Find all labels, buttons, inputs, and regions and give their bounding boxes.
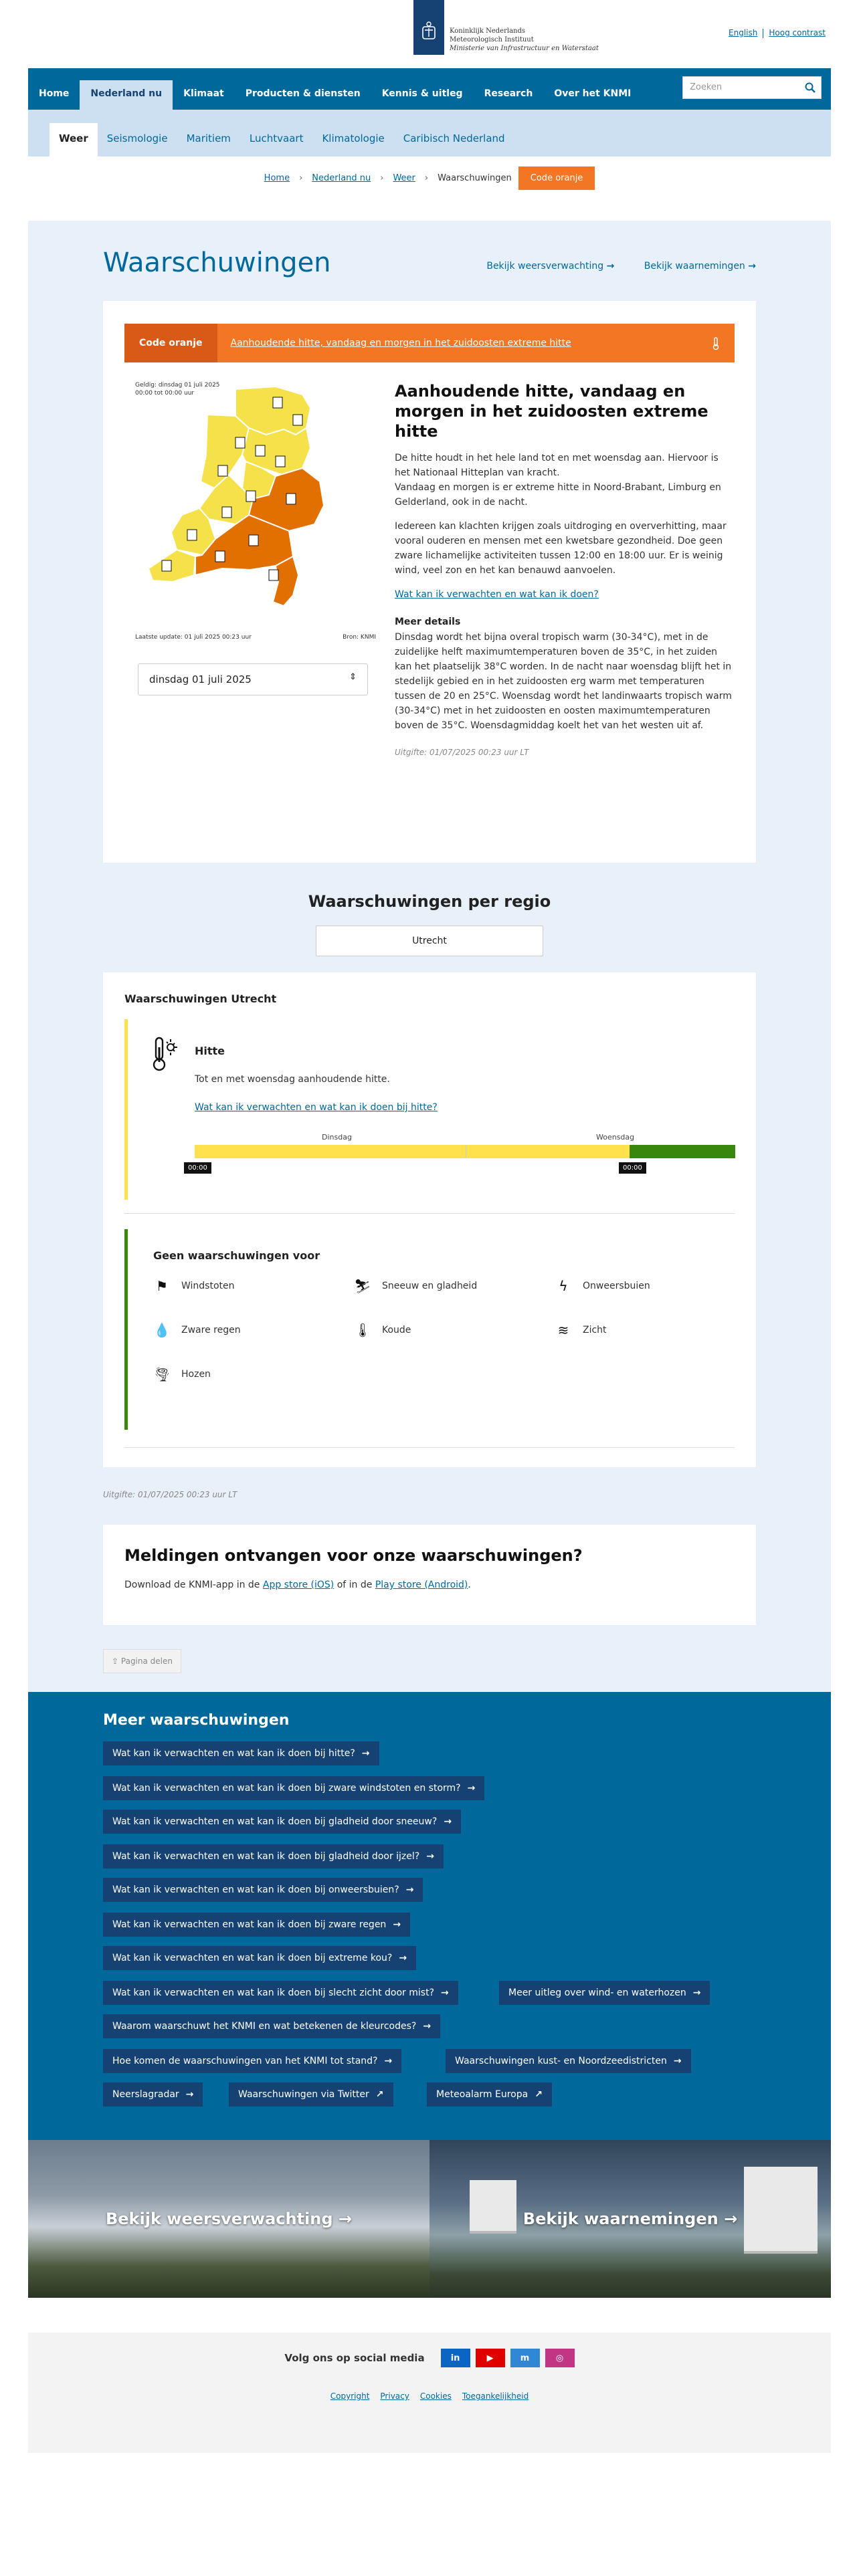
social-title: Volg ons op social media [284,2352,425,2364]
lightning-icon: ϟ [559,1278,568,1294]
no-warning-label: Sneeuw en gladheid [382,1281,478,1291]
breadcrumb-home[interactable]: Home [264,173,290,183]
photo-tiles [28,2140,831,2298]
header-links [460,261,756,272]
alert-banner-link[interactable]: Aanhoudende hitte, vandaag en morgen in het zuidoosten extreme hitte [230,338,571,348]
external-link-icon: ↗ [535,2089,543,2100]
more-link-neerslagradar[interactable] [103,2082,203,2107]
arrow-right-icon: → [748,261,756,272]
forecast-link[interactable] [473,261,614,272]
alert-paragraph-3: Iedereen kan klachten krijgen zoals uitdroging en oververhitting, maar vooral ouderen en mensen met een kwetsbare gezondheid. Doe geen zware lichamelijke activiteiten tussen 12:00 en 18:00 uur. Er is weinig wind, veel zon en het kan benauwd aanvoelen. [395,521,727,576]
more-warnings-title: Meer waarschuwingen [103,1712,290,1729]
footer-link-cookies[interactable]: Cookies [419,2391,452,2401]
footer-links [28,2391,831,2401]
fog-icon: ≋ [557,1322,569,1338]
nav-item-kennis[interactable]: Kennis & uitleg [381,88,463,99]
youtube-icon[interactable]: ▶ [476,2349,505,2367]
more-link-label: Waarschuwingen kust- en Noordzeedistricten [455,2056,667,2066]
nav-item-producten[interactable]: Producten & diensten [245,88,361,99]
share-button[interactable] [103,1649,181,1673]
chevron-right-icon: › [424,173,429,183]
no-warning-zicht [555,1321,607,1339]
main-content [28,221,831,1692]
raindrops-icon: 💧 [153,1322,171,1338]
main-nav [28,68,831,110]
subnav-item-maritiem[interactable]: Maritiem [186,132,231,144]
code-badge: Code oranje [518,167,595,190]
subnav-item-caribisch[interactable]: Caribisch Nederland [403,132,505,144]
nav-item-klimaat[interactable]: Klimaat [183,88,224,99]
more-warnings-section [28,1692,831,2140]
map-updated: Laatste update: 01 juli 2025 00:23 uur [135,634,252,641]
arrow-right-icon: → [441,1988,449,1998]
more-link-label: Meteoalarm Europa [436,2089,529,2100]
mastodon-icon[interactable]: m [510,2349,540,2367]
alert-heading: Aanhoudende hitte, vandaag en morgen in het zuidoosten extreme hitte [395,382,708,441]
no-warning-label: Zware regen [181,1325,241,1335]
nav-item-home[interactable]: Home [39,88,70,99]
timeline-day-2: Woensdag [596,1133,635,1142]
no-warning-hozen [153,1366,211,1383]
more-link-label: Neerslagradar [112,2089,179,2100]
more-link-label: Wat kan ik verwachten en wat kan ik doen bij zware regen [112,1919,387,1930]
footer-link-toegankelijkheid[interactable]: Toegankelijkheid [462,2391,529,2401]
forecast-tile[interactable] [28,2140,430,2298]
map-valid-date: Geldig: dinsdag 01 juli 2025 [135,382,220,389]
observations-tile[interactable] [430,2140,831,2298]
org-line-2: Meteorologisch Instituut [450,36,534,43]
arrow-right-icon: → [185,2089,194,2100]
alert-what-to-do-link[interactable]: Wat kan ik verwachten en wat kan ik doen? [395,589,599,600]
arrow-right-icon: → [467,1783,476,1794]
chevron-right-icon: › [380,173,384,183]
arrow-right-icon: → [361,1748,370,1759]
alert-p2: Vandaag en morgen is er extreme hitte in Noord-Brabant, Limburg en Gelderland, ook in de nacht. [395,482,721,508]
no-warning-label: Onweersbuien [583,1281,650,1291]
timeline-time-1: 00:00 [184,1162,211,1174]
notify-text-after: . [468,1580,471,1590]
region-title: Waarschuwingen per regio [308,892,551,911]
observations-link[interactable] [631,261,756,272]
knmi-logo[interactable] [413,0,599,55]
arrow-right-icon: → [393,1919,401,1930]
tornado-icon: 🌪 [153,1366,171,1382]
nav-item-over-knmi[interactable]: Over het KNMI [554,88,632,99]
observations-tile-text: Bekijk waarnemingen [522,2210,719,2228]
breadcrumb [0,166,859,190]
timeline-yellow-segment [195,1145,630,1158]
alert-article [395,381,736,760]
play-store-link[interactable]: Play store (Android) [375,1580,468,1590]
map-source: Bron: KNMI [343,634,376,641]
arrow-right-icon: → [444,1816,452,1827]
heat-info-link[interactable]: Wat kan ik verwachten en wat kan ik doen bij hitte? [195,1102,438,1113]
heat-thermometer-icon [149,1035,179,1073]
timeline-bar [195,1145,735,1158]
linkedin-icon[interactable]: in [441,2349,470,2367]
site-header [0,0,859,66]
forecast-tile-text: Bekijk weersverwachting [105,2210,333,2228]
more-link-hitte[interactable] [103,1741,379,1765]
timeline-time-2: 00:00 [619,1162,646,1174]
more-link-label: Wat kan ik verwachten en wat kan ik doen bij zware windstoten en storm? [112,1783,461,1794]
more-link-label: Wat kan ik verwachten en wat kan ik doen bij extreme kou? [112,1953,393,1963]
arrow-right-icon: → [606,261,615,272]
subnav-item-luchtvaart[interactable]: Luchtvaart [249,132,304,144]
external-link-icon: ↗ [375,2089,384,2100]
details-title: Meer details [395,617,461,627]
alert-banner [124,324,735,362]
no-warning-sneeuw [354,1277,477,1295]
alert-card [103,301,756,863]
breadcrumb-nederland-nu[interactable]: Nederland nu [312,173,371,183]
arrow-right-icon: → [724,2210,738,2228]
search-button[interactable] [801,78,820,97]
heat-warning [124,1019,735,1200]
no-warning-regen [153,1321,241,1339]
region-card-title: Waarschuwingen Utrecht [124,992,277,1005]
updown-chevron-icon: ⇕ [349,672,357,682]
details-text: Dinsdag wordt het bijna overal tropisch warm (30-34°C), met in de zuidelijke helft maximumtemperaturen boven de 35°C, in het zuiden kan het plaatselijk 38°C worden. In de nacht naar woensdag blijft het in stedelijk gebied en in het zuidoosten erg warm met temperaturen tussen de 20 en 25°C. Woensdag wordt het landinwaarts tropisch warm (30-34°C) met in het zuidoosten en oosten maximumtemperaturen boven de 35°C. Woensdagmiddag koelt het van het westen uit af. [395,632,732,731]
no-warning-label: Zicht [583,1325,607,1335]
date-select[interactable] [138,663,368,695]
more-link-label: Wat kan ik verwachten en wat kan ik doen bij gladheid door sneeuw? [112,1816,438,1827]
org-line-1: Koninklijk Nederlands [450,27,525,35]
english-link[interactable]: English [729,28,758,37]
map-footer [135,634,376,641]
more-link-label: Wat kan ik verwachten en wat kan ik doen bij hitte? [112,1748,355,1759]
region-select-value: Utrecht [412,936,447,946]
page-title: Waarschuwingen [103,247,331,278]
more-link-label: Waarschuwingen via Twitter [238,2089,369,2100]
more-link-sneeuw[interactable] [103,1810,461,1834]
more-link-twitter[interactable] [229,2082,393,2107]
region-issued: Uitgifte: 01/07/2025 00:23 uur LT [103,1490,237,1499]
thermometer-icon [710,337,721,350]
warning-map[interactable] [135,381,376,642]
footer-link-privacy[interactable]: Privacy [380,2391,409,2401]
footer-link-copyright[interactable]: Copyright [330,2391,370,2401]
no-warning-label: Koude [382,1325,411,1335]
slippery-icon: ⛷ [354,1278,371,1294]
more-link-regen[interactable] [103,1913,410,1937]
more-link-label: Wat kan ik verwachten en wat kan ik doen bij slecht zicht door mist? [112,1988,434,1998]
region-card [103,972,756,1467]
nav-item-research[interactable]: Research [484,88,533,99]
notification-card [103,1525,756,1625]
no-warning-label: Hozen [181,1369,211,1380]
share-label: Pagina delen [120,1656,173,1666]
netherlands-map [135,381,376,629]
region-select[interactable] [316,926,543,956]
rijkslint [413,0,444,55]
coat-of-arms-icon [419,20,439,43]
more-link-onweer[interactable] [103,1878,423,1902]
more-link-kust[interactable] [446,2049,691,2073]
observations-link-label: Bekijk waarnemingen [644,261,745,272]
arrow-right-icon: → [423,2021,432,2032]
search-placeholder: Zoeken [690,82,723,92]
more-link-label: Meer uitleg over wind- en waterhozen [508,1988,686,1998]
logo-text [450,27,599,53]
arrow-right-icon: → [405,1885,414,1895]
sub-nav [28,110,831,156]
more-link-totstandkoming[interactable] [103,2049,401,2073]
subnav-item-seismologie[interactable]: Seismologie [106,132,168,144]
forecast-link-label: Bekijk weersverwachting [486,261,604,272]
no-warnings-title: Geen waarschuwingen voor [153,1249,320,1262]
more-link-label: Waarom waarschuwt het KNMI en wat betekenen de kleurcodes? [112,2021,417,2032]
code-label: Code oranje [124,324,217,362]
arrow-right-icon: → [692,1988,701,1998]
arrow-right-icon: → [338,2210,353,2228]
org-line-3: Ministerie van Infrastructuur en Waterstaat [450,45,599,52]
more-link-kleurcodes[interactable] [103,2014,440,2038]
more-link-hozen[interactable] [499,1981,710,2005]
notification-text [124,1580,471,1590]
no-warning-koude [354,1321,411,1339]
social-bar [28,2349,831,2367]
high-contrast-link[interactable]: Hoog contrast [769,28,826,37]
more-link-label: Wat kan ik verwachten en wat kan ik doen bij onweersbuien? [112,1885,399,1895]
forecast-tile-label [28,2140,430,2298]
arrow-right-icon: → [399,1953,407,1963]
alert-p1: De hitte houdt in het hele land tot en met woensdag aan. Hiervoor is het Nationaal Hitteplan van kracht. [395,453,719,478]
arrow-right-icon: → [384,2056,393,2066]
no-warning-label: Windstoten [181,1281,235,1291]
observations-tile-label [430,2140,831,2298]
timeline-day-1: Dinsdag [322,1133,352,1142]
more-link-mist[interactable] [103,1981,458,2005]
no-warning-onweer [555,1277,650,1295]
chevron-right-icon: › [299,173,303,183]
subnav-item-weer[interactable]: Weer [50,123,98,156]
no-warning-windstoten [153,1277,235,1295]
more-link-meteoalarm[interactable] [427,2082,552,2107]
search-input[interactable] [682,76,822,99]
map-valid-time: 00:00 tot 00:00 uur [135,390,195,397]
warning-name: Hitte [195,1045,225,1057]
share-icon: ⇪ [112,1656,119,1666]
cold-thermometer-icon: 🌡 [354,1322,371,1338]
notify-text-before: Download de KNMI-app in de [124,1580,263,1590]
timeline-green-segment [630,1145,735,1158]
more-link-kou[interactable] [103,1946,416,1970]
no-warnings [124,1229,735,1430]
footer [28,2333,831,2453]
arrow-right-icon: → [426,1851,434,1862]
date-select-value: dinsdag 01 juli 2025 [149,673,252,685]
notification-title: Meldingen ontvangen voor onze waarschuwingen? [124,1546,583,1565]
breadcrumb-weer[interactable]: Weer [393,173,415,183]
alert-paragraph-1 [395,451,736,510]
top-links [723,28,831,38]
nav-item-nederland-nu[interactable]: Nederland nu [80,80,173,110]
subnav-item-klimatologie[interactable]: Klimatologie [322,132,385,144]
arrow-right-icon: → [673,2056,682,2066]
warning-description: Tot en met woensdag aanhoudende hitte. [195,1074,390,1085]
more-link-ijzel[interactable] [103,1844,444,1868]
more-link-label: Wat kan ik verwachten en wat kan ik doen bij gladheid door ijzel? [112,1851,420,1862]
instagram-icon[interactable]: ◎ [545,2349,575,2367]
alert-issued: Uitgifte: 01/07/2025 00:23 uur LT [395,748,529,757]
windsock-icon: ⚑ [156,1278,168,1294]
search-icon [805,82,816,93]
more-link-wind[interactable] [103,1776,484,1800]
divider [124,1447,735,1448]
divider [124,1213,735,1214]
app-store-link[interactable]: App store (iOS) [262,1580,335,1590]
breadcrumb-current: Waarschuwingen [438,173,512,183]
more-link-label: Hoe komen de waarschuwingen van het KNMI tot stand? [112,2056,378,2066]
notify-text-mid: of in de [334,1580,375,1590]
